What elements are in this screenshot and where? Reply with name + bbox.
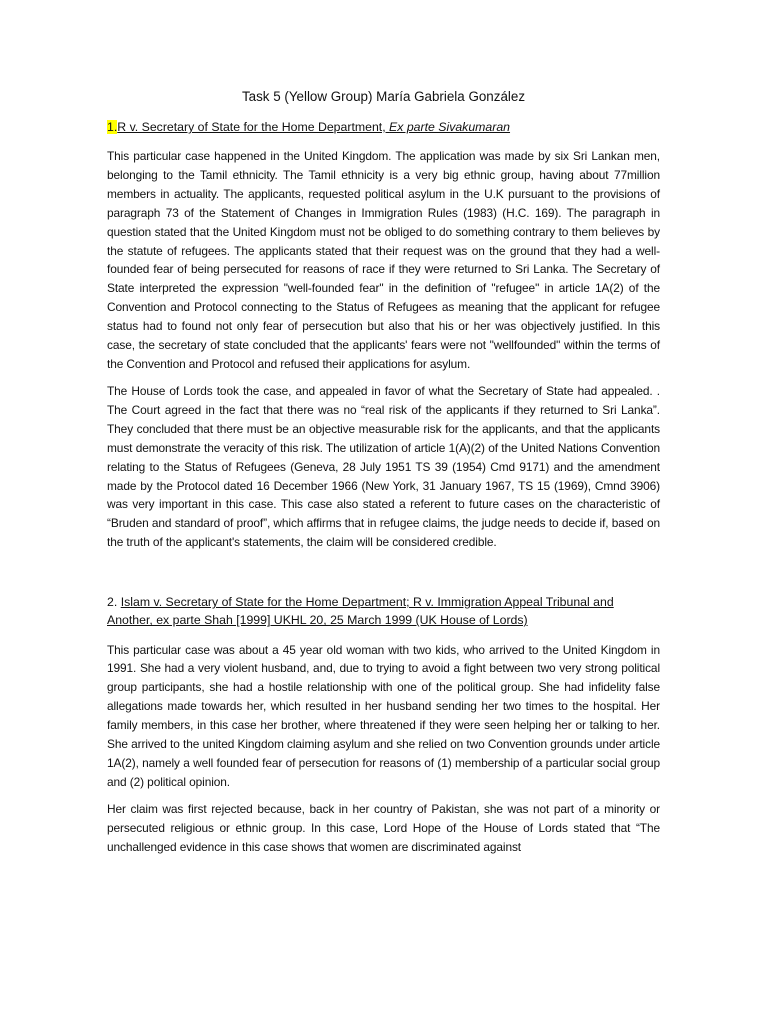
case-2-title-line-2: Another, ex parte Shah [1999] UKHL 20, 25 March 1999 (UK House of Lords): [107, 613, 528, 628]
case-2-title-line-1: Islam v. Secretary of State for the Home Department; R v. Immigration Appeal Tribunal and: [120, 595, 614, 610]
case-1-title-main: R v. Secretary of State for the Home Department,: [117, 120, 390, 134]
section-spacer: [107, 561, 660, 593]
case-1-paragraph-1: This particular case happened in the United Kingdom. The application was made by six Sri Lankan men, belonging to the Tamil ethnicity. The Tamil ethnicity is a very big ethnic group, having about 77million members in actuality. The applicants, requested political asylum in the U.K pursuant to the provisions of paragraph 73 of the Statement of Changes in Immigration Rules (1983) (H.C. 169). The paragraph in question stated that the United Kingdom must not be obliged to do something contrary to them believes by the statute of refugees. The applicants stated that their request was on the ground that they had a well-founded fear of being persecuted for reasons of race if they were returned to Sri Lanka. The Secretary of State interpreted the expression "well-founded fear" in the definition of "refugee" in article 1A(2) of the Convention and Protocol connecting to the Status of Refugees as meaning that the applicant for refugee status had to found not only fear of persecution but also that his or her was objectively justified. In this case, the secretary of state concluded that the applicants' fears were not "wellfounded" within the terms of the Convention and Protocol and refused their applications for asylum.: [107, 149, 660, 371]
case-2-heading: [107, 593, 660, 630]
case-1-title-italic: Ex parte Sivakumaran: [389, 120, 511, 134]
case-1-heading: [107, 118, 660, 136]
document-page: [107, 88, 660, 866]
case-2-paragraph-2: Her claim was first rejected because, back in her country of Pakistan, she was not part of a minority or persecuted religious or ethnic group. In this case, Lord Hope of the House of Lords stated that “The unchallenged evidence in this case shows that women are discriminated against: [107, 802, 660, 855]
document-title: Task 5 (Yellow Group) María Gabriela González: [241, 89, 526, 104]
case-2-paragraph-1: This particular case was about a 45 year old woman with two kids, who arrived to the United Kingdom in 1991. She had a very violent husband, and, due to trying to avoid a fight between two very strong political group participants, she had a hostile relationship with one of the political group. She had infidelity false allegations made towards her, which resulted in her husband sending her two times to the hospital. Her family members, in this case her brother, where threatened if they were seen helping her or talking to her. She arrived to the united Kingdom claiming asylum and she relied on two Convention grounds under article 1A(2), namely a well founded fear of persecution for reasons of (1) membership of a particular social group and (2) political opinion.: [107, 642, 660, 789]
case-1-paragraph-2: The House of Lords took the case, and appealed in favor of what the Secretary of State had appealed. . The Court agreed in the fact that there was no “real risk of the applicants if they returned to Sri Lanka”. They concluded that there must be an objective measurable risk for the applicants, and that the applicants must demonstrate the veracity of this risk. The utilization of article 1(A)(2) of the United Nations Convention relating to the Status of Refugees (Geneva, 28 July 1951 TS 39 (1954) Cmd 9171) and the amendment made by the Protocol dated 16 December 1966 (New York, 31 January 1967, TS 15 (1969), Cmnd 3906) was very important in this case. This case also stated a referent to future cases on the characteristic of “Bruden and standard of proof”, which affirms that in refugee claims, the judge needs to decide if, based on the truth of the applicant's statements, the claim will be considered credible.: [107, 384, 660, 550]
case-1-number: 1.: [107, 120, 118, 134]
case-1-title: [117, 120, 510, 134]
case-2-number: 2.: [107, 595, 118, 610]
